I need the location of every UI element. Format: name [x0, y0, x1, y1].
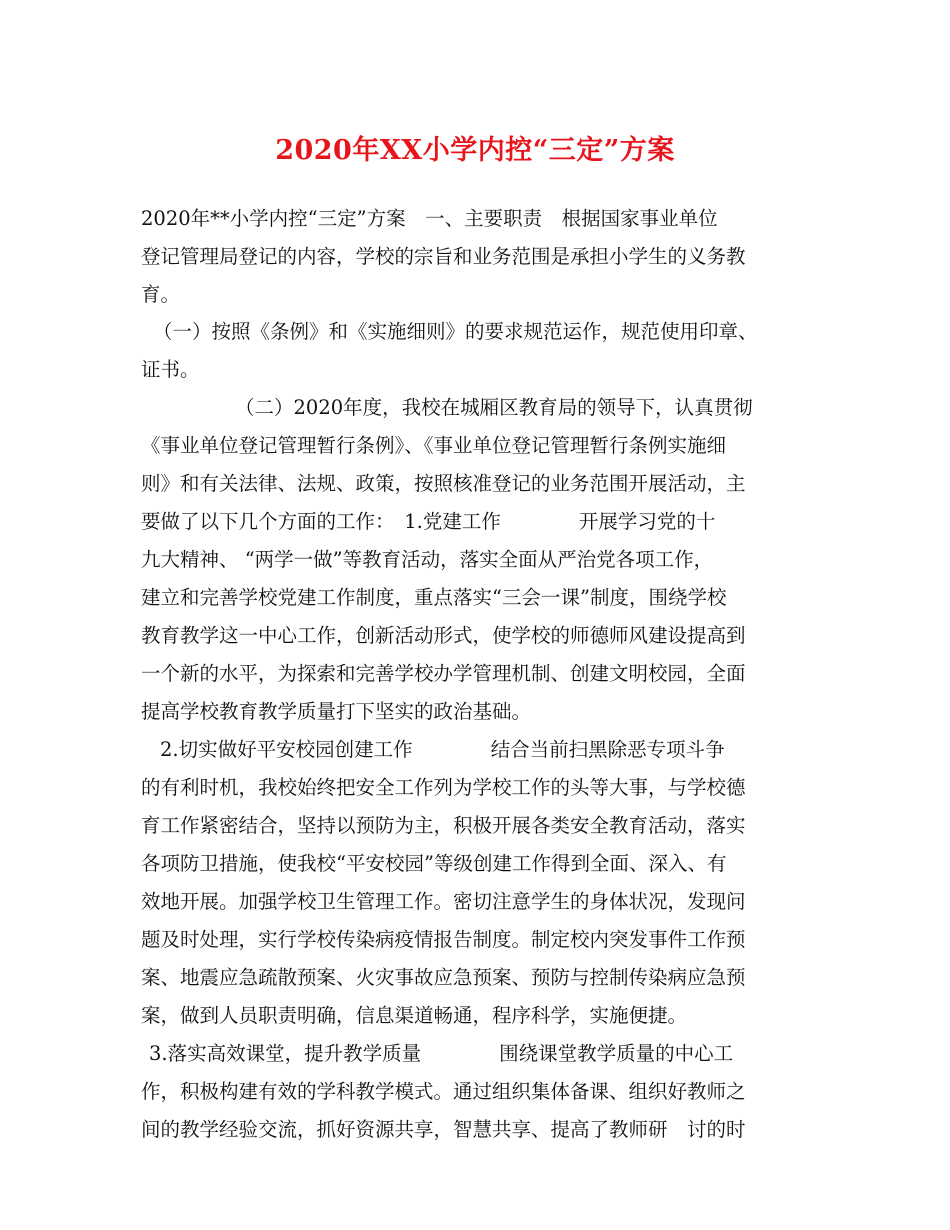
body-line: 《事业单位登记管理暂行条例》、《事业单位登记管理暂行条例实施细	[141, 434, 727, 457]
body-line: 则》和有关法律、法规、政策，按照核准登记的业务范围开展活动，主	[141, 472, 746, 495]
body-line: 3.落实高效课堂，提升教学质量 围绕课堂教学质量的中心工	[149, 1042, 734, 1065]
body-line: 2.切实做好平安校园创建工作 结合当前扫黑除恶专项斗争	[160, 738, 725, 761]
body-line: 建立和完善学校党建工作制度，重点落实“三会一课”制度，围绕学校	[141, 586, 727, 609]
body-line: 效地开展。加强学校卫生管理工作。密切注意学生的身体状况，发现问	[141, 890, 746, 913]
body-line: 各项防卫措施，使我校“平安校园”等级创建工作得到全面、深入、有	[141, 852, 727, 875]
body-line: 的有利时机，我校始终把安全工作列为学校工作的头等大事，与学校德	[141, 776, 746, 799]
body-line: 一个新的水平，为探索和完善学校办学管理机制、创建文明校园，全面	[141, 662, 746, 685]
body-line: （二）2020年度，我校在城厢区教育局的领导下，认真贯彻	[235, 396, 753, 419]
body-line: 要做了以下几个方面的工作： 1.党建工作 开展学习党的十	[141, 510, 716, 533]
body-line: （一）按照《条例》和《实施细则》的要求规范运作，规范使用印章、	[153, 320, 758, 343]
body-line: 作，积极构建有效的学科教学模式。通过组织集体备课、组织好教师之	[141, 1080, 746, 1103]
body-line: 2020年**小学内控“三定”方案 一、主要职责 根据国家事业单位	[141, 207, 718, 230]
body-line: 间的教学经验交流，抓好资源共享，智慧共享、提高了教师研 讨的时	[141, 1118, 746, 1141]
body-line: 九大精神、 “两学一做”等教育活动，落实全面从严治党各项工作，	[141, 548, 714, 571]
body-line: 育。	[141, 283, 181, 306]
body-line: 提高学校教育教学质量打下坚实的政治基础。	[141, 700, 532, 723]
body-line: 登记管理局登记的内容，学校的宗旨和业务范围是承担小学生的义务教	[141, 245, 746, 268]
body-line: 育工作紧密结合，坚持以预防为主，积极开展各类安全教育活动，落实	[141, 814, 746, 837]
body-line: 案、地震应急疏散预案、火灾事故应急预案、预防与控制传染病应急预	[141, 966, 746, 989]
body-line: 题及时处理，实行学校传染病疫情报告制度。制定校内突发事件工作预	[141, 928, 746, 951]
body-line: 证书。	[141, 358, 200, 381]
document-title: 2020年XX小学内控“三定”方案	[275, 135, 675, 166]
body-line: 案，做到人员职责明确，信息渠道畅通，程序科学，实施便捷。	[141, 1004, 688, 1027]
body-line: 教育教学这一中心工作，创新活动形式，使学校的师德师风建设提高到	[141, 624, 746, 647]
